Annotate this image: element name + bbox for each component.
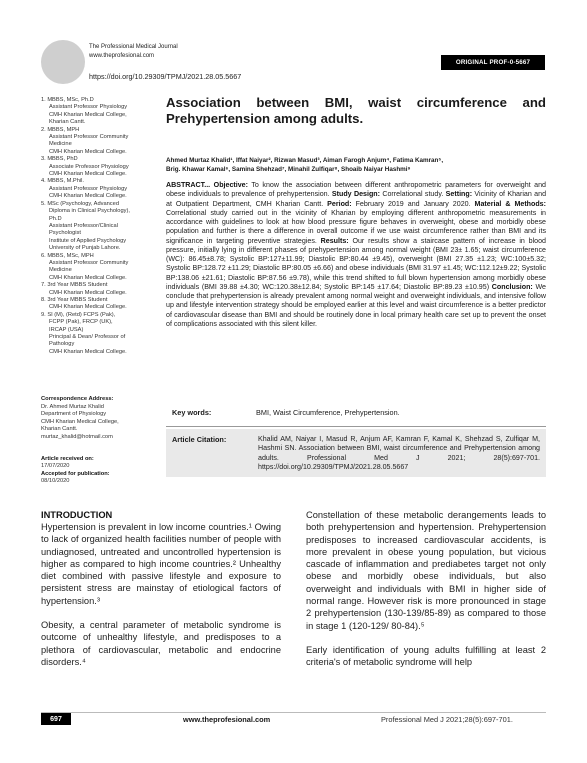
affiliation-line: Kharian Cantt.: [49, 119, 86, 126]
correspondence-title: Correspondence Address:: [41, 396, 114, 402]
affiliation-line: CMH Kharian Medical College.: [49, 171, 127, 178]
affiliation-line: Pathology: [49, 341, 75, 348]
design-label: Study Design:: [331, 190, 380, 199]
divider: [166, 426, 546, 427]
journal-logo: [41, 40, 85, 84]
correspondence-address: [41, 404, 161, 441]
affiliation-line: 3. MBBS, PhD: [41, 156, 78, 163]
affiliation-line: University of Punjab Lahore.: [49, 245, 121, 252]
correspondence-line: CMH Kharian Medical College,: [41, 418, 119, 425]
intro-paragraph-4: Early identification of young adults fulfilling at least 2 criteria's of metabolic syndrome will help: [306, 644, 546, 668]
affiliation-line: CMH Kharian Medical College,: [49, 111, 127, 118]
body-left-column: [41, 509, 281, 680]
received-label: Article received on:: [41, 456, 94, 462]
affiliation-item: [41, 127, 161, 157]
authors-line-2: Brig. Khawar Kamal⁶, Samina Shehzad⁷, Minahil Zulfiqar⁸, Shoaib Naiyar Hashmi⁹: [166, 166, 411, 173]
conclusion-text: We conclude that prehypertension is already prevalent among normal weight and overweight individuals, and intensive follow up and lifestyle intervention strategy should be employed earlier at this level and waist circumference is a better predictor of cardiovascular disease than BMI and should be routinely done in local primary health care set up to prevent the onset of complications associated with this silent killer.: [166, 282, 546, 328]
title-line-1: Association between BMI, waist circumference and: [166, 95, 546, 110]
journal-name: The Professional Medical Journal: [89, 44, 178, 50]
affiliation-line: CMH Kharian Medical College.: [49, 274, 127, 281]
intro-paragraph-1: Hypertension is prevalent in low income countries.¹ Owing to lack of organized health facilities number of people with undiagnosed, untreated and uncontrolled hypertension is higher as compared to high income countries.² Unhealthy diet combined with passive lifestyle and exposure to persistent stress are mainstay of etiological factors of hypertension.³: [41, 522, 281, 606]
methods-text: Correlational study carried out in the vicinity of Kharian by employing different anthropometric measurements in accordance with guidelines to look at how blood pressure figure behaves in overweight, obese and morbidly obese population and further is there a difference in overall outcome if we use waist circumference rather than BMI and its significance in targeting preventive strategies.: [166, 208, 546, 245]
journal-url[interactable]: www.theprofesional.com: [89, 53, 155, 59]
article-dates: [41, 456, 161, 486]
affiliation-line: FCPP (Pak), FRCP (UK),: [49, 319, 113, 326]
affiliation-line: Diploma in Clinical Psychology),: [49, 208, 130, 215]
affiliation-line: Assistant Professor Physiology: [49, 104, 128, 111]
affiliation-line: Assistant Professor/Clinical: [49, 222, 118, 229]
affiliation-item: [41, 282, 161, 297]
article-type-badge: ORIGINAL PROF-0-5667: [441, 55, 545, 70]
objective-text: To know the association between different anthropometric parameters for overweight and obese individuals to prevalence of prehypertension.: [166, 181, 546, 199]
citation-label: Article Citation:: [172, 435, 227, 444]
intro-paragraph-3: Constellation of these metabolic derangements leads to both prehypertension and hypertension. Prehypertension predisposes to increased cardiovascular accidents, is more prevalent in obese young population, but vicious cascade of inflammation and prediabetes target not only obese and morbidly obese individuals, but also overweight and individuals with BMI in higher side of normal range. However risk is more pronounced in stage 2 prehypertension (130-139/85-89) as compared to those in stage 1 (120-129/ 80-84).⁵: [306, 510, 546, 631]
affiliation-line: Principal & Dean/ Professor of: [49, 334, 126, 340]
correspondence-line: Department of Physiology: [41, 411, 107, 418]
introduction-heading: INTRODUCTION: [41, 510, 113, 520]
affiliation-line: 2. MBBS, MPH: [41, 126, 80, 133]
affiliation-line: 9. SI (M), (Retd) FCPS (Pak),: [41, 311, 116, 318]
correspondence-line: Dr. Ahmed Murtaz Khalid: [41, 404, 104, 410]
affiliation-line: Assistant Professor Community: [49, 134, 129, 141]
affiliation-line: Medicine: [49, 267, 72, 274]
affiliation-item: [41, 312, 161, 356]
affiliation-item: [41, 297, 161, 312]
citation-box: [166, 429, 546, 477]
affiliation-line: Psychologist: [49, 230, 81, 237]
affiliation-line: IRCAP (USA): [49, 326, 84, 333]
citation-text: Khalid AM, Naiyar I, Masud R, Anjum AF, Kamran F, Kamal K, Shehzad S, Zulfiqar M, Hashmi SN. Association between BMI, waist circumference and Prehypertension among adults. Professional Med J 2021; 28(5):697-701. https://doi.org/10.29309/TPMJ/2021.28.05.5667: [258, 435, 540, 472]
affiliations-list: [41, 97, 161, 356]
received-date: 17/07/2020: [41, 463, 70, 470]
footer-url[interactable]: www.theprofesional.com: [183, 715, 271, 724]
methods-label: Material & Methods:: [474, 199, 546, 208]
affiliation-line: 1. MBBS, MSc, Ph.D: [41, 97, 94, 103]
authors-line-1: Ahmed Murtaz Khalid¹, Iffat Naiyar², Rizwan Masud³, Aiman Farogh Anjum⁴, Fatima Kamran⁵,: [166, 157, 444, 164]
affiliation-line: Ph.D: [49, 215, 62, 222]
setting-label: Setting:: [445, 190, 473, 199]
affiliation-line: CMH Kharian Medical College.: [49, 148, 127, 155]
doi-link[interactable]: https://doi.org/10.29309/TPMJ/2021.28.05.5667: [89, 72, 242, 81]
abstract-label: ABSTRACT...: [166, 181, 211, 189]
affiliation-item: [41, 253, 161, 283]
affiliation-item: [41, 156, 161, 178]
affiliation-line: CMH Kharian Medical College.: [49, 304, 127, 311]
affiliation-line: Assistant Professor Community: [49, 259, 129, 266]
affiliation-line: Medicine: [49, 141, 72, 148]
affiliation-line: 4. MBBS, M.Phil.: [41, 178, 84, 185]
affiliation-line: CMH Kharian Medical College.: [49, 348, 127, 355]
design-text: Correlational study.: [380, 190, 446, 199]
keywords-text: BMI, Waist Circumference, Prehypertension.: [256, 408, 400, 417]
period-text: February 2019 and January 2020.: [351, 199, 475, 208]
conclusion-label: Conclusion:: [491, 282, 533, 291]
accepted-label: Accepted for publication:: [41, 470, 110, 477]
affiliation-item: [41, 178, 161, 200]
keywords: [172, 408, 400, 417]
affiliation-line: CMH Kharian Medical College.: [49, 193, 127, 200]
affiliation-line: CMH Kharian Medical College.: [49, 289, 127, 296]
affiliation-line: 7. 3rd Year MBBS Student: [41, 282, 108, 289]
affiliation-line: Associate Professor Physiology: [49, 163, 129, 170]
page-number: 697: [41, 713, 71, 725]
affiliation-line: Assistant Professor Physiology: [49, 185, 128, 192]
abstract: [166, 181, 546, 329]
results-label: Results:: [320, 236, 349, 245]
affiliation-line: 8. 3rd Year MBBS Student: [41, 296, 108, 303]
title-line-2: Prehypertension among adults.: [166, 110, 364, 126]
affiliation-item: [41, 201, 161, 253]
objective-label: Objective:: [213, 181, 248, 189]
accepted-date: 08/10/2020: [41, 478, 70, 485]
affiliation-item: [41, 97, 161, 127]
correspondence-line: murtaz_khalid@hotmail.com: [41, 433, 113, 440]
footer-reference: Professional Med J 2021;28(5):697-701.: [381, 715, 513, 724]
authors: [166, 156, 546, 174]
affiliation-line: 6. MBBS, MSc, MPH: [41, 252, 94, 259]
body-right-column: [306, 509, 546, 681]
footer-divider: [41, 712, 546, 713]
affiliation-line: 5. MSc (Psychology, Advanced: [41, 200, 119, 207]
affiliation-line: Institute of Applied Psychology: [49, 237, 127, 244]
setting-text: Vicinity of Kharian and at Outpatient Department, CMH Kharian Cantt.: [166, 190, 547, 208]
period-label: Period:: [327, 199, 352, 208]
keywords-label: Key words:: [172, 408, 212, 417]
results-text: Our results show a staircase pattern of increase in blood pressure, initially lying in different phases of prehypertension among normal weight (BMI 23± 1.65; waist circumference (WC): 86.45±8.78; Systolic BP:127±11.99; Diastolic BP:80.44 ±9.45), overweight (BMI 27.35 ±1.23; WC:100±5.32; Systolic BP:128.72 ±11.29; Diastolic BP:80.05 ±6.66) and obese individuals (BMI 31.97 ±1.45; WC:112.12±9.22; Systolic BP:138.06 ±21.61; Diastolic BP:87.56 ±9.78), while this trend shifted to full blown hypertension among morbidly obese individuals (BMI 39.88 ±4.30; WC:120.38±12.84; Systolic BP:145 ±17.64; Diastolic BP:89.23 ±10.95): [166, 236, 546, 291]
article-title: [166, 95, 546, 126]
intro-paragraph-2: Obesity, a central parameter of metabolic syndrome is outcome of unhealthy lifestyle, and predisposes to a plethora of cardiovascular, metabolic and endocrine disorders.⁴: [41, 620, 281, 667]
correspondence-line: Kharian Cantt.: [41, 426, 78, 433]
